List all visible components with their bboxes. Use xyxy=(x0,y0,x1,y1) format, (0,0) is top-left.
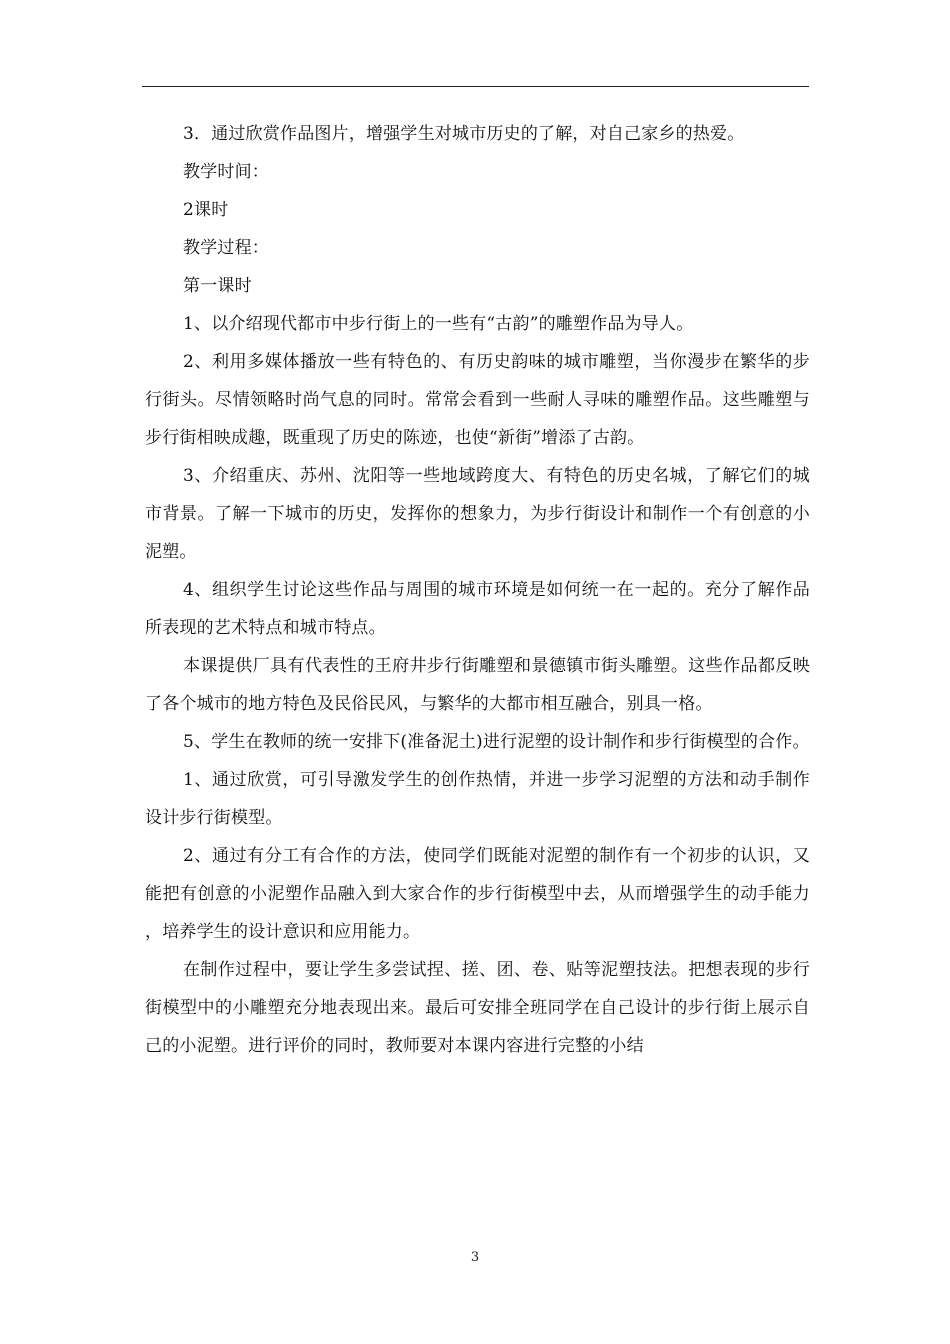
paragraph-step-1: 1、以介绍现代都市中步行街上的一些有“古韵”的雕塑作品为导人。 xyxy=(183,314,694,334)
paragraph-step-2: 2、利用多媒体播放一些有特色的、有历史韵味的城市雕塑，当你漫步在繁华的步行街头。尽情领略时尚气息的同时。常常会看到一些耐人寻味的雕塑作品。这些雕塑与步行街相映成趣，既重现了历史的陈迹，也使“新街”增添了古韵。 xyxy=(145,352,810,448)
page-body xyxy=(145,115,810,1065)
paragraph-lesson-materials: 本课提供厂具有代表性的王府井步行街雕塑和景德镇市街头雕塑。这些作品都反映了各个城市的地方特色及民俗民风，与繁华的大都市相互融合，别具一格。 xyxy=(145,656,810,714)
paragraph-teaching-time-value: 2课时 xyxy=(183,200,229,220)
page-number: 3 xyxy=(470,1250,480,1265)
header-rule xyxy=(142,86,809,87)
paragraph-objective-3: 3．通过欣赏作品图片，增强学生对城市历史的了解，对自己家乡的热爱。 xyxy=(183,124,745,144)
paragraph-step-5: 5、学生在教师的统一安排下(准备泥土)进行泥塑的设计制作和步行街模型的合作。 xyxy=(183,732,810,752)
paragraph-teaching-process-label: 教学过程： xyxy=(183,238,269,258)
paragraph-goal-2: 2、通过有分工有合作的方法，使同学们既能对泥塑的制作有一个初步的认识，又能把有创意的小泥塑作品融入到大家合作的步行街模型中去，从而增强学生的动手能力，培养学生的设计意识和应用能力。 xyxy=(145,846,810,942)
paragraph-goal-1: 1、通过欣赏，可引导激发学生的创作热情，并进一步学习泥塑的方法和动手制作设计步行街模型。 xyxy=(145,770,810,828)
paragraph-step-3: 3、介绍重庆、苏州、沈阳等一些地域跨度大、有特色的历史名城，了解它们的城市背景。了解一下城市的历史，发挥你的想象力，为步行街设计和制作一个有创意的小泥塑。 xyxy=(145,466,810,562)
paragraph-first-lesson: 第一课时 xyxy=(183,276,252,296)
paragraph-production-process: 在制作过程中，要让学生多尝试捏、搓、团、卷、贴等泥塑技法。把想表现的步行街模型中的小雕塑充分地表现出来。最后可安排全班同学在自己设计的步行街上展示自己的小泥塑。进行评价的同时，教师要对本课内容进行完整的小结 xyxy=(145,960,810,1056)
paragraph-step-4: 4、组织学生讨论这些作品与周围的城市环境是如何统一在一起的。充分了解作品所表现的艺术特点和城市特点。 xyxy=(145,580,810,638)
paragraph-teaching-time-label: 教学时间： xyxy=(183,162,269,182)
